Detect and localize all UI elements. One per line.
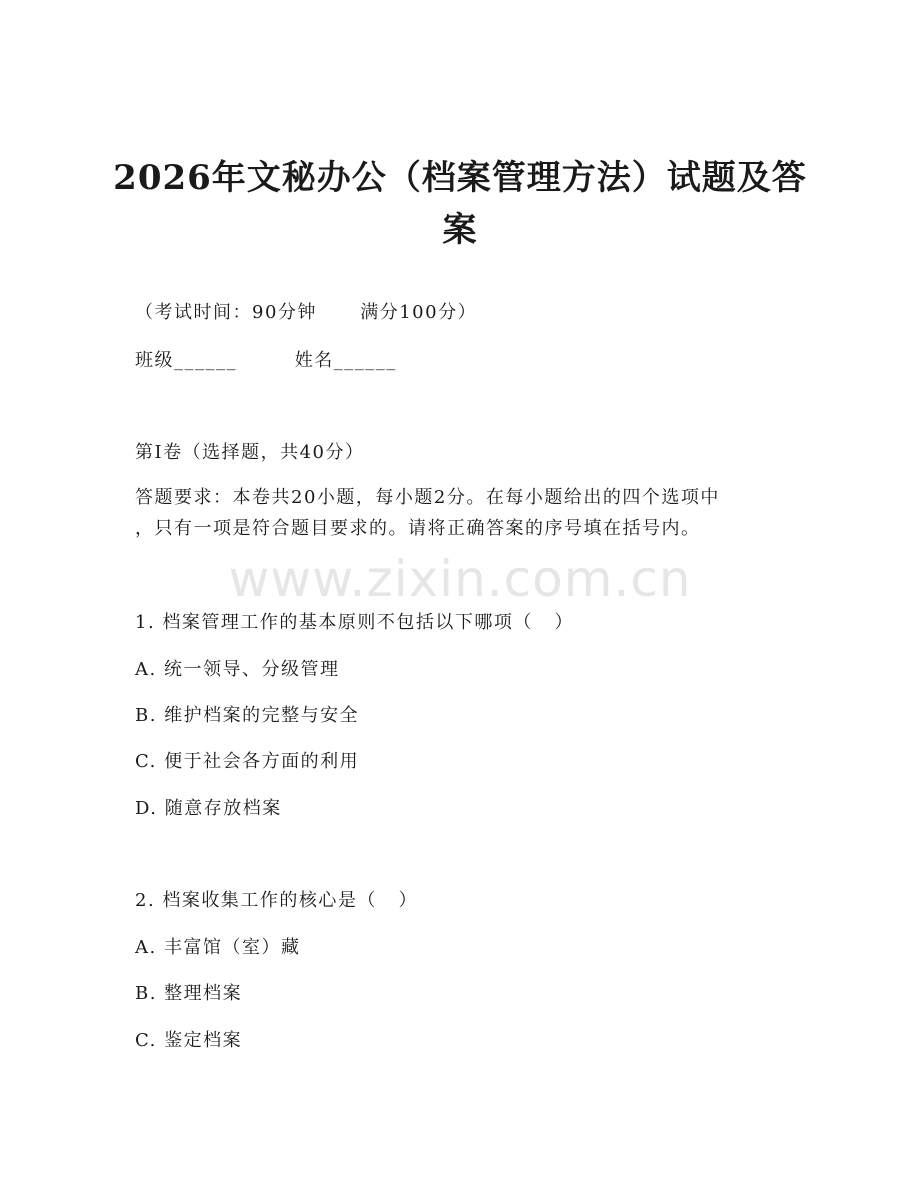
question-option: B. 整理档案 — [135, 983, 243, 1004]
question-option: B. 维护档案的完整与安全 — [135, 705, 360, 726]
question-option: C. 便于社会各方面的利用 — [135, 751, 360, 772]
instructions-line2: ，只有一项是符合题目要求的。请将正确答案的序号填在括号内。 — [135, 518, 701, 539]
question-option: A. 丰富馆（室）藏 — [135, 937, 301, 958]
watermark: www.zixin.com.cn — [228, 550, 692, 608]
question-option: A. 统一领导、分级管理 — [135, 659, 340, 680]
question-option: C. 鉴定档案 — [135, 1030, 243, 1051]
document-title-line1: 2026年文秘办公（档案管理方法）试题及答 — [113, 158, 807, 198]
question-stem: 1. 档案管理工作的基本原则不包括以下哪项（ ） — [135, 612, 575, 633]
exam-info: （考试时间：90分钟 满分100分） — [135, 302, 478, 323]
instructions-line1: 答题要求：本卷共20小题，每小题2分。在每小题给出的四个选项中 — [135, 487, 720, 508]
question-stem: 2. 档案收集工作的核心是（ ） — [135, 890, 419, 911]
question-option: D. 随意存放档案 — [135, 798, 282, 819]
section-heading: 第I卷（选择题，共40分） — [135, 442, 365, 463]
class-name-line: 班级______ 姓名______ — [135, 350, 397, 371]
document-title-line2: 案 — [442, 210, 478, 250]
